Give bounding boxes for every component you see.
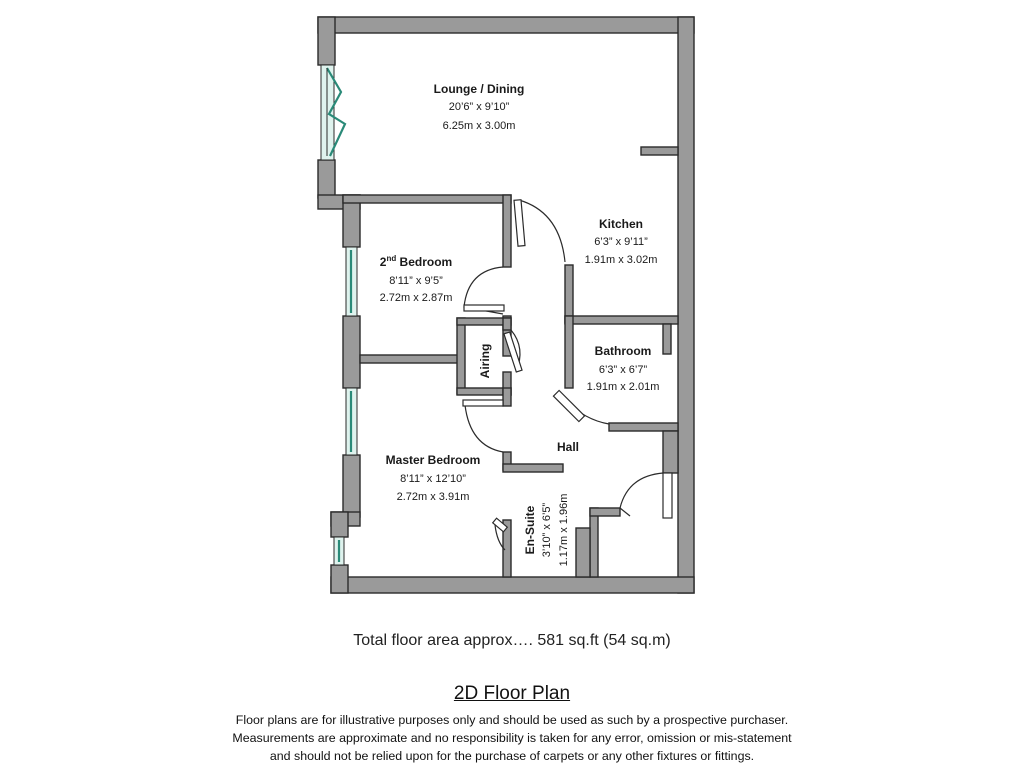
wall-bathroom-bottom [609,423,678,431]
door-lounge [514,200,525,246]
wall-kitchen-partition [641,147,678,155]
wall-left-bottom-lower [331,565,348,593]
bathroom-name: Bathroom [594,344,652,358]
wall-right [678,17,694,593]
wall-ensuite-right [590,508,598,577]
bed2-imperial: 8’11” x 9’5” [389,275,443,287]
kitchen-imperial: 6’3” x 9’11” [594,236,648,248]
door-master-swing [465,405,503,452]
airing-name: Airing [478,343,492,379]
wall-kitchen-left [565,265,573,323]
bed2-name: 2nd Bedroom [379,254,453,269]
disclaimer-line: Measurements are approximate and no responsibility is taken for any error, omission or mis-statement [232,731,792,745]
door-front-swing [620,473,663,508]
ensuite-name: En-Suite [523,505,537,555]
door-lounge-swing [519,200,565,262]
wall-kitchen-bathroom [565,316,678,324]
door-master [463,400,503,406]
door-bathroom [553,390,584,421]
bathroom-imperial: 6’3” x 6’7” [598,364,648,376]
disclaimer-line: Floor plans are for illustrative purposes only and should be used as such by a prospective purchaser. [235,713,789,727]
lounge-imperial: 20’6” x 9’10” [448,101,510,113]
kitchen-name: Kitchen [598,217,644,231]
wall-airing-left [457,318,465,394]
wall-bottom [331,577,694,593]
wall-bathroom-left [565,316,573,388]
bed2-metric: 2.72m x 2.87m [379,292,453,304]
master-imperial: 8’11” x 12’10” [400,473,466,485]
wall-bed2-master [360,355,460,363]
wall-left-mid [343,316,360,388]
wall-ensuite-corner [590,508,620,516]
master-name: Master Bedroom [385,453,481,467]
interior-walls [343,147,678,577]
wall-bed2-right-upper [503,195,511,267]
disclaimer [0,711,1024,765]
wall-lounge-bed2 [343,195,511,203]
disclaimer-line: and should not be relied upon for the purchase of carpets or any other fixtures or fittings. [269,749,755,763]
wall-airing-right-a [503,318,511,330]
total-floor-area: Total floor area approx…. 581 sq.ft (54 sq.m) [353,632,671,649]
bathroom-metric: 1.91m x 2.01m [586,381,660,393]
wall-left-bottom-upper [331,512,348,537]
door-front [663,473,672,518]
wall-bathroom-inner [663,324,671,354]
lounge-name: Lounge / Dining [433,82,525,96]
wall-master-right-upper [503,388,511,406]
wall-entrance-upper [663,431,678,473]
plan-title-wrap [0,683,1024,705]
hall-name: Hall [556,440,580,454]
door-bed2 [464,305,504,311]
ensuite-duct [576,528,590,577]
kitchen-metric: 1.91m x 3.02m [584,254,658,266]
lounge-metric: 6.25m x 3.00m [442,120,516,132]
plan-title: 2D Floor Plan [453,683,571,704]
wall-left-lounge-upper [318,17,335,65]
wall-left-master [343,455,360,517]
master-metric: 2.72m x 3.91m [396,491,470,503]
wall-top [318,17,694,33]
wall-ensuite-top [503,464,563,472]
wall-left-lounge-lower [318,160,335,198]
ensuite-metric: 1.17m x 1.96m [558,493,570,567]
ensuite-imperial: 3’10” x 6’5” [541,502,553,558]
